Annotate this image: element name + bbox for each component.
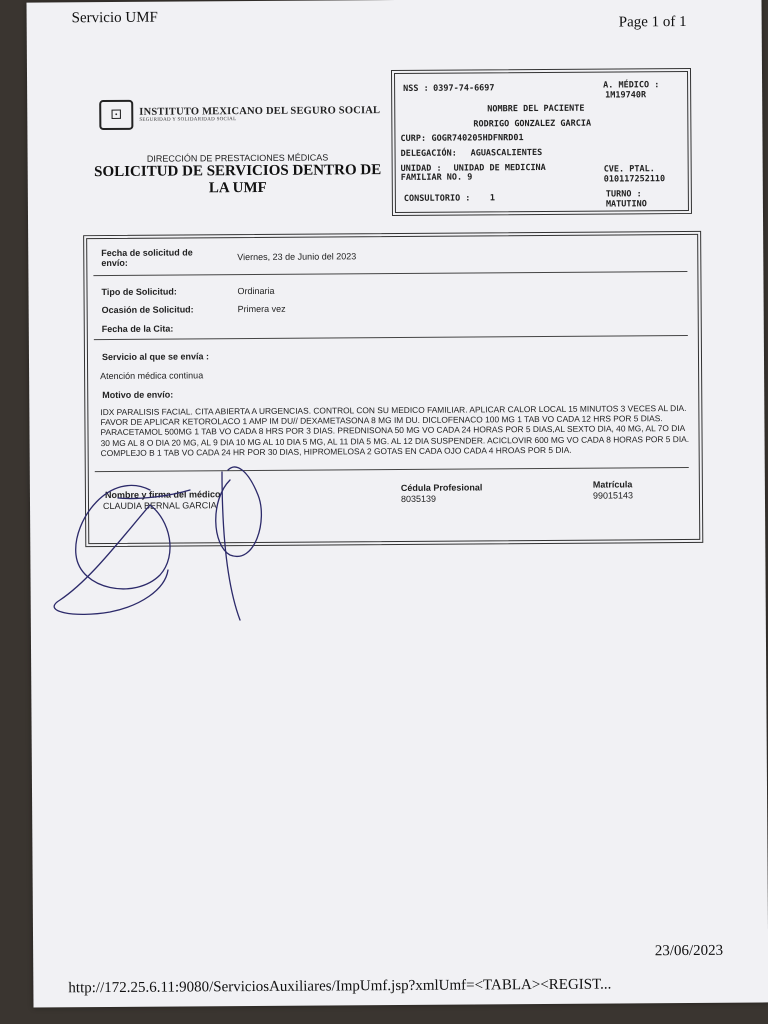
firma-label: Nombre y firma del médico <box>104 489 221 501</box>
unidad-label: UNIDAD : <box>400 163 442 174</box>
motivo-text: IDX PARALISIS FACIAL. CITA ABIERTA A URGENCIAS. CONTROL CON SU MEDICO FAMILIAR. APLICAR CALOR LOCAL 15 MINUTOS 3 VECES AL DIA. FAVOR DE APLICAR KETOROLACO 1 AMP IM DU// DEXAMETASONA 8 MG IM DU. DICLOFENACO 100 MG 1 TAB VO CADA 12 HRS POR 5 DIAS. PARACETAMOL 500MG 1 TAB VO CADA 8 HRS POR 3 DIAS. PREDNISONA 50 MG VO CADA 24 HORAS POR 5 DIAS,AL SEXTO DIA, 40 MG, AL 7O DIA 30 MG AL 8 O DIA 20 MG, AL 9 DIA 10 MG AL 10 DIA 5 MG, AL 11 DIA 5 MG. AL 12 DIA SUSPENDER. ACICLOVIR 600 MG VO CADA 8 HORAS POR 5 DIA. COMPLEJO B 1 TAB VO CADA 24 HR POR 30 DIAS, HIPROMELOSA 2 GOTAS EN CADA OJO CADA 4 HROAS POR 5 DIA. <box>100 402 690 458</box>
matricula-value: 99015143 <box>592 490 634 501</box>
servicio-label: Servicio al que se envía : <box>101 351 210 363</box>
imss-emblem-icon: ⚀ <box>99 100 133 130</box>
curp-label: CURP: <box>400 133 427 144</box>
motivo-label: Motivo de envío: <box>102 389 174 401</box>
footer-url: http://172.25.6.11:9080/ServiciosAuxiliares/ImpUmf.jsp?xmlUmf=<TABLA><REGIST... <box>68 976 612 997</box>
cedula-value: 8035139 <box>400 493 437 504</box>
consultorio-value: 1 <box>489 193 496 204</box>
document-page <box>27 0 768 1008</box>
fecha-envio-label-1: Fecha de solicitud de <box>101 247 193 259</box>
institution-name: INSTITUTO MEXICANO DEL SEGURO SOCIAL <box>139 105 381 118</box>
cve-label: CVE. PTAL. <box>603 164 655 175</box>
divider <box>95 467 689 472</box>
cve-value: 010117252110 <box>603 174 666 185</box>
nss-value: 0397-74-6697 <box>433 83 495 94</box>
divider <box>94 335 688 340</box>
divider <box>93 271 687 276</box>
institution-subtitle: SEGURIDAD Y SOLIDARIDAD SOCIAL <box>139 117 237 123</box>
medico-label: A. MÉDICO : <box>603 80 660 91</box>
medico-nombre: CLAUDIA BERNAL GARCIA <box>102 500 217 512</box>
imss-logo <box>99 98 380 130</box>
direccion-label: DIRECCIÓN DE PRESTACIONES MÉDICAS <box>146 152 329 164</box>
print-header-title: Servicio UMF <box>71 9 158 27</box>
ocasion-value: Primera vez <box>237 303 286 315</box>
delegacion-label: DELEGACIÓN: <box>400 148 457 159</box>
consultorio-label: CONSULTORIO : <box>403 193 471 204</box>
document-title: SOLICITUD DE SERVICIOS DENTRO DE LA UMF <box>94 162 382 197</box>
patient-name-label: NOMBRE DEL PACIENTE <box>487 103 585 115</box>
unidad-value-2: FAMILIAR NO. 9 <box>400 172 473 183</box>
cedula-label: Cédula Profesional <box>400 482 483 493</box>
servicio-value: Atención médica continua <box>100 370 204 382</box>
unidad-value-1: UNIDAD DE MEDICINA <box>453 162 546 174</box>
tipo-value: Ordinaria <box>237 285 275 297</box>
matricula-label: Matrícula <box>592 479 633 490</box>
patient-name: RODRIGO GONZALEZ GARCIA <box>473 118 592 130</box>
fecha-envio-value: Viernes, 23 de Junio del 2023 <box>237 251 357 263</box>
fecha-cita-label: Fecha de la Cita: <box>101 323 174 335</box>
ocasion-label: Ocasión de Solicitud: <box>101 304 194 316</box>
medico-value: 1M19740R <box>605 90 647 101</box>
turno-label: TURNO : <box>605 189 642 200</box>
turno-value: MATUTINO <box>605 199 647 210</box>
request-box <box>86 234 700 544</box>
page-counter: Page 1 of 1 <box>618 13 687 31</box>
nss-label: NSS : <box>403 83 429 94</box>
delegacion-value: AGUASCALIENTES <box>470 147 543 159</box>
tipo-label: Tipo de Solicitud: <box>101 286 177 298</box>
patient-info-box <box>394 71 689 213</box>
curp-value: GOGR740205HDFNRD01 <box>431 133 524 144</box>
footer-date: 23/06/2023 <box>654 942 724 960</box>
fecha-envio-label-2: envío: <box>101 257 128 269</box>
